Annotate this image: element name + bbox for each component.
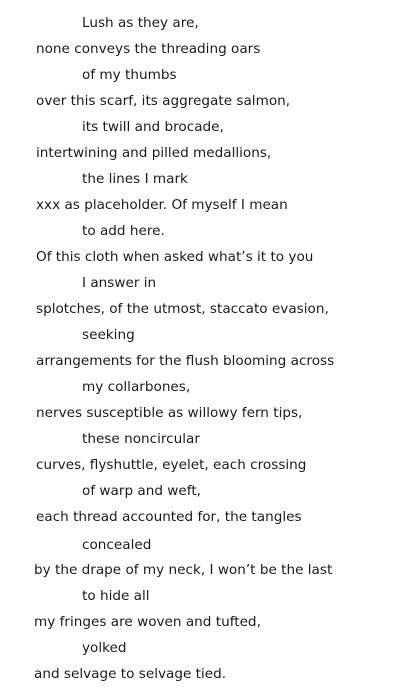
poem-line-14: arrangements for the flush blooming across [36, 353, 335, 369]
poem-line-19: of warp and weft, [82, 483, 201, 499]
poem-line-17: these noncircular [82, 431, 200, 447]
poem-line-4: over this scarf, its aggregate salmon, [36, 93, 291, 109]
poem-line-26: and selvage to selvage tied. [34, 666, 227, 682]
poem-line-25: yolked [82, 640, 127, 656]
poem-line-8: xxx as placeholder. Of myself I mean [36, 197, 288, 213]
poem-line-12: splotches, of the utmost, staccato evasion, [36, 301, 329, 317]
poem-line-13: seeking [82, 327, 135, 343]
poem-line-7: the lines I mark [82, 171, 188, 187]
poem-line-15: my collarbones, [82, 379, 191, 395]
poem-line-20: each thread accounted for, the tangles [36, 509, 302, 525]
poem-line-5: its twill and brocade, [82, 119, 224, 135]
poem-line-22: by the drape of my neck, I won’t be the last [34, 562, 333, 578]
poem-line-3: of my thumbs [82, 67, 177, 83]
poem-line-6: intertwining and pilled medallions, [36, 145, 272, 161]
poem-line-23: to hide all [82, 588, 150, 604]
poem-line-9: to add here. [82, 223, 165, 239]
poem-line-24: my fringes are woven and tufted, [34, 614, 261, 630]
poem-line-1: Lush as they are, [82, 15, 199, 31]
poem-line-18: curves, flyshuttle, eyelet, each crossing [36, 457, 307, 473]
poem-line-11: I answer in [82, 275, 157, 291]
poem-line-16: nerves susceptible as willowy fern tips, [36, 405, 303, 421]
poem-line-10: Of this cloth when asked what’s it to you [36, 249, 314, 265]
poem-line-21: concealed [82, 537, 152, 553]
poem-line-2: none conveys the threading oars [36, 41, 261, 57]
